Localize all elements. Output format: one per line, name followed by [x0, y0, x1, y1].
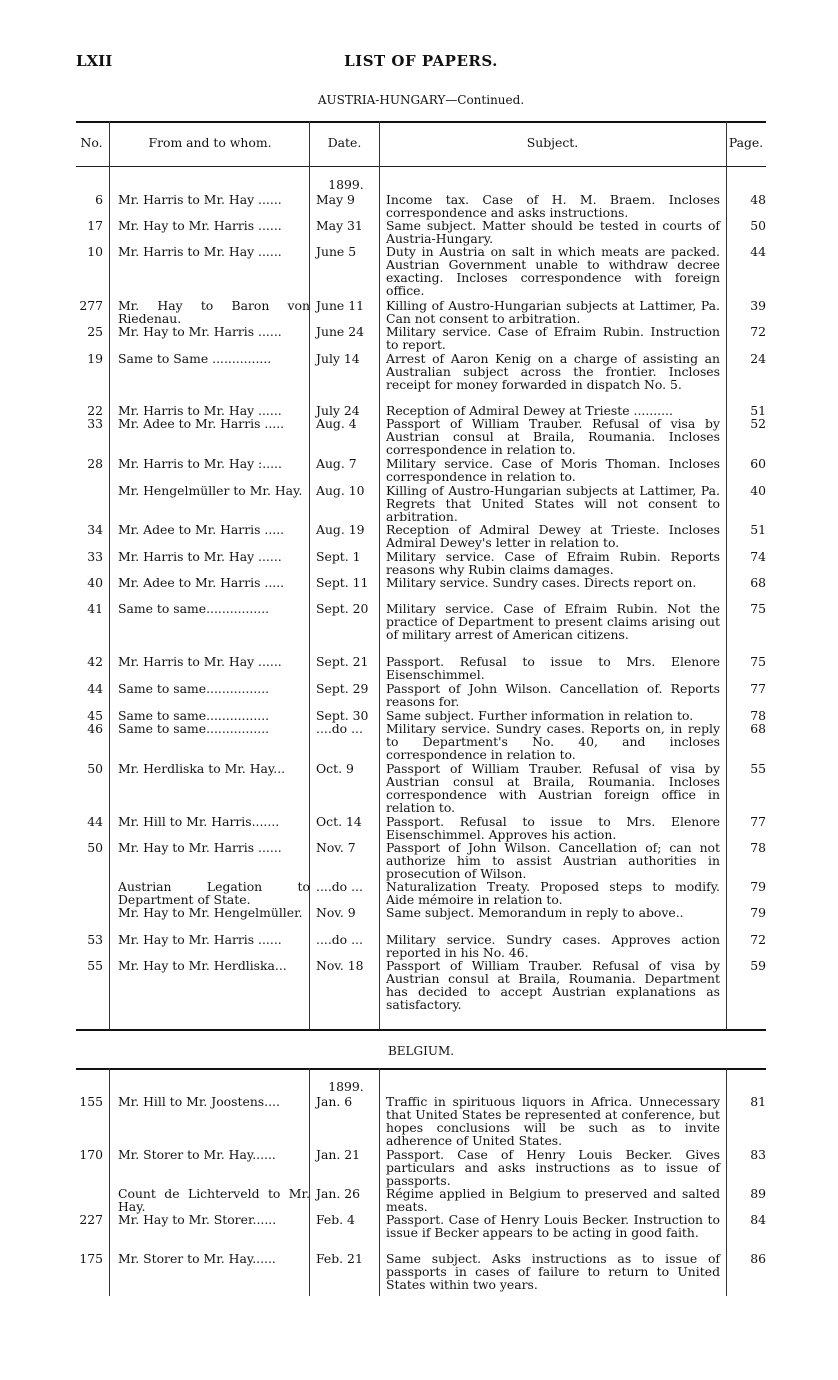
row-from-to: Mr. Harris to Mr. Hay ......: [118, 244, 282, 259]
row-from-to: Same to Same ...............: [118, 351, 272, 366]
row-subject: Passport. Case of Henry Louis Becker. Instruction to issue if Becker appears to be acting in good faith.: [386, 1212, 720, 1240]
row-number: 6: [95, 192, 103, 207]
row-number: 42: [87, 654, 103, 669]
row-date: Aug. 10: [316, 483, 365, 498]
row-subject: Same subject. Matter should be tested in courts of Austria-Hungary.: [386, 218, 720, 246]
row-number: 55: [87, 958, 103, 973]
row-subject: Passport of William Trauber. Refusal of visa by Austrian consul at Braila, Roumania. Incloses correspondence with Austrian foreign office in relation to.: [386, 761, 720, 815]
year-label: 1899.: [328, 1079, 364, 1094]
row-date: Feb. 4: [316, 1212, 355, 1227]
row-page: 59: [750, 958, 766, 973]
row-date: Oct. 14: [316, 814, 362, 829]
row-subject: Killing of Austro-Hungarian subjects at Lattimer, Pa. Can not consent to arbitration.: [386, 298, 720, 326]
col-header-date: Date.: [327, 135, 362, 150]
row-subject: Military service. Case of Efraim Rubin. Not the practice of Department to present claims arising out of military arrest of American citizens.: [386, 601, 720, 642]
row-subject: Killing of Austro-Hungarian subjects at Lattimer, Pa. Regrets that United States will not consent to arbitration.: [386, 483, 720, 524]
row-subject: Military service. Case of Efraim Rubin. Instruction to report.: [386, 324, 720, 352]
row-subject: Same subject. Further information in relation to.: [386, 708, 694, 723]
row-subject: Military service. Sundry cases. Approves action reported in his No. 46.: [386, 932, 720, 960]
row-number: 175: [79, 1251, 103, 1266]
row-from-to: Mr. Hay to Mr. Harris ......: [118, 324, 282, 339]
row-date: ....do ...: [316, 932, 363, 947]
row-number: 46: [87, 721, 103, 736]
row-date: ....do ...: [316, 879, 363, 894]
row-from-to: Mr. Adee to Mr. Harris .....: [118, 575, 285, 590]
row-subject: Military service. Sundry cases. Reports on, in reply to Department's No. 40, and incloses correspondence in relation to.: [386, 721, 720, 762]
row-number: 25: [87, 324, 103, 339]
row-from-to: Mr. Hay to Mr. Harris ......: [118, 840, 282, 855]
row-date: Feb. 21: [316, 1251, 363, 1266]
row-from-to: Mr. Hill to Mr. Joostens....: [118, 1094, 280, 1109]
row-date: Nov. 7: [316, 840, 356, 855]
row-from-to: Mr. Herdliska to Mr. Hay...: [118, 761, 286, 776]
page-number: LXII: [76, 52, 113, 70]
row-number: 33: [87, 416, 103, 431]
row-number: 155: [79, 1094, 103, 1109]
row-date: May 31: [316, 218, 363, 233]
row-number: 41: [87, 601, 103, 616]
row-from-to: Same to same................: [118, 721, 270, 736]
row-page: 51: [750, 403, 766, 418]
row-page: 83: [750, 1147, 766, 1162]
row-from-to: Mr. Harris to Mr. Hay ......: [118, 403, 282, 418]
row-subject: Naturalization Treaty. Proposed steps to modify. Aide mémoire in relation to.: [386, 879, 720, 907]
row-page: 50: [750, 218, 766, 233]
row-from-to: Mr. Hill to Mr. Harris.......: [118, 814, 280, 829]
row-subject: Passport of John Wilson. Cancellation of. Reports reasons for.: [386, 681, 720, 709]
row-subject: Passport. Case of Henry Louis Becker. Gives particulars and asks instructions as to issue of passports.: [386, 1147, 720, 1188]
row-from-to: Mr. Harris to Mr. Hay ......: [118, 654, 282, 669]
row-page: 79: [750, 879, 766, 894]
row-subject: Duty in Austria on salt in which meats are packed. Austrian Government unable to withdraw decree exacting. Incloses correspondence with foreign office.: [386, 244, 720, 298]
row-from-to: Mr. Harris to Mr. Hay ......: [118, 192, 282, 207]
row-date: May 9: [316, 192, 355, 207]
row-page: 81: [750, 1094, 766, 1109]
row-date: Jan. 6: [316, 1094, 353, 1109]
row-date: Jan. 21: [316, 1147, 360, 1162]
row-number: 22: [87, 403, 103, 418]
year-label: 1899.: [328, 177, 364, 192]
row-number: 40: [87, 575, 103, 590]
row-page: 79: [750, 905, 766, 920]
papers-table-belgium: [76, 1068, 766, 1296]
row-from-to: Same to same................: [118, 708, 270, 723]
row-subject: Passport. Refusal to issue to Mrs. Elenore Eisenschimmel.: [386, 654, 720, 682]
row-number: 33: [87, 549, 103, 564]
row-number: 19: [87, 351, 103, 366]
row-from-to: Mr. Hay to Mr. Harris ......: [118, 932, 282, 947]
row-number: 45: [87, 708, 103, 723]
row-from-to: Mr. Hengelmüller to Mr. Hay.: [118, 483, 303, 498]
row-number: 53: [87, 932, 103, 947]
row-from-to: Mr. Harris to Mr. Hay ......: [118, 549, 282, 564]
row-page: 39: [750, 298, 766, 313]
row-page: 24: [750, 351, 766, 366]
row-page: 68: [750, 575, 766, 590]
row-page: 75: [750, 601, 766, 616]
page-title: LIST OF PAPERS.: [344, 52, 498, 70]
col-header-page: Page.: [728, 135, 764, 150]
row-number: 28: [87, 456, 103, 471]
row-subject: Reception of Admiral Dewey at Trieste. Incloses Admiral Dewey's letter in relation to.: [386, 522, 720, 550]
row-subject: Passport of John Wilson. Cancellation of; can not authorize him to assist Austrian authorities in prosecution of Wilson.: [386, 840, 720, 881]
row-number: 50: [87, 840, 103, 855]
row-page: 68: [750, 721, 766, 736]
row-page: 89: [750, 1186, 766, 1201]
row-date: July 24: [316, 403, 360, 418]
row-date: Nov. 18: [316, 958, 364, 973]
row-date: Sept. 21: [316, 654, 369, 669]
row-from-to: Count de Lichterveld to Mr. Hay.: [118, 1186, 310, 1214]
col-header-subject: Subject.: [526, 135, 579, 150]
row-subject: Arrest of Aaron Kenig on a charge of assisting an Australian subject across the frontier. Incloses receipt for money forwarded in dispatch No. 5.: [386, 351, 720, 392]
row-number: 10: [87, 244, 103, 259]
row-from-to: Mr. Hay to Mr. Herdliska...: [118, 958, 287, 973]
row-date: Sept. 29: [316, 681, 369, 696]
section-heading-belgium: BELGIUM.: [387, 1044, 455, 1058]
row-date: Jan. 26: [316, 1186, 360, 1201]
row-subject: Same subject. Memorandum in reply to above..: [386, 905, 684, 920]
row-page: 75: [750, 654, 766, 669]
row-from-to: Mr. Harris to Mr. Hay :.....: [118, 456, 282, 471]
row-page: 74: [750, 549, 766, 564]
row-number: 227: [79, 1212, 103, 1227]
row-page: 86: [750, 1251, 766, 1266]
row-subject: Military service. Sundry cases. Directs report on.: [386, 575, 697, 590]
row-date: June 24: [316, 324, 364, 339]
row-subject: Military service. Case of Efraim Rubin. Reports reasons why Rubin claims damages.: [386, 549, 720, 577]
section-heading-austria: AUSTRIA-HUNGARY—Continued.: [317, 93, 525, 107]
row-page: 72: [750, 324, 766, 339]
row-date: Nov. 9: [316, 905, 356, 920]
row-subject: Régime applied in Belgium to preserved and salted meats.: [386, 1186, 720, 1214]
row-date: Sept. 11: [316, 575, 369, 590]
row-from-to: Mr. Adee to Mr. Harris .....: [118, 522, 285, 537]
row-date: ....do ...: [316, 721, 363, 736]
row-page: 40: [750, 483, 766, 498]
row-number: 170: [79, 1147, 103, 1162]
row-date: June 11: [316, 298, 364, 313]
row-from-to: Mr. Hay to Baron von Riedenau.: [118, 298, 310, 326]
row-subject: Passport of William Trauber. Refusal of visa by Austrian consul at Braila, Roumania. Department has decided to accept Austrian explanations as satisfactory.: [386, 958, 720, 1012]
row-from-to: Austrian Legation to Department of State.: [118, 879, 310, 907]
row-number: 44: [87, 814, 103, 829]
row-subject: Reception of Admiral Dewey at Trieste ..........: [386, 403, 673, 418]
row-page: 77: [750, 814, 766, 829]
row-from-to: Mr. Storer to Mr. Hay......: [118, 1251, 276, 1266]
row-number: 277: [79, 298, 103, 313]
row-date: Oct. 9: [316, 761, 354, 776]
row-subject: Traffic in spirituous liquors in Africa. Unnecessary that United States be represented at conference, but hopes conclusions will be such as to invite adherence of United States.: [386, 1094, 720, 1148]
papers-table-austria: [76, 121, 766, 1031]
row-subject: Passport. Refusal to issue to Mrs. Elenore Eisenschimmel. Approves his action.: [386, 814, 720, 842]
row-date: Sept. 30: [316, 708, 369, 723]
row-page: 84: [750, 1212, 766, 1227]
row-from-to: Same to same................: [118, 601, 270, 616]
row-subject: Income tax. Case of H. M. Braem. Incloses correspondence and asks instructions.: [386, 192, 720, 220]
row-date: June 5: [316, 244, 357, 259]
row-page: 51: [750, 522, 766, 537]
row-date: Aug. 19: [316, 522, 365, 537]
row-from-to: Same to same................: [118, 681, 270, 696]
row-date: Aug. 4: [316, 416, 357, 431]
row-page: 52: [750, 416, 766, 431]
row-number: 17: [87, 218, 103, 233]
row-number: 50: [87, 761, 103, 776]
row-subject: Passport of William Trauber. Refusal of visa by Austrian consul at Braila, Roumania. Incloses correspondence in relation to.: [386, 416, 720, 457]
row-from-to: Mr. Storer to Mr. Hay......: [118, 1147, 276, 1162]
row-page: 77: [750, 681, 766, 696]
row-page: 72: [750, 932, 766, 947]
row-from-to: Mr. Adee to Mr. Harris .....: [118, 416, 285, 431]
row-date: July 14: [316, 351, 360, 366]
row-from-to: Mr. Hay to Mr. Harris ......: [118, 218, 282, 233]
row-page: 78: [750, 708, 766, 723]
row-number: 34: [87, 522, 103, 537]
row-page: 48: [750, 192, 766, 207]
row-subject: Same subject. Asks instructions as to issue of passports in cases of failure to return to United States within two years.: [386, 1251, 720, 1292]
row-from-to: Mr. Hay to Mr. Storer......: [118, 1212, 277, 1227]
row-date: Aug. 7: [316, 456, 357, 471]
row-number: 44: [87, 681, 103, 696]
row-date: Sept. 20: [316, 601, 369, 616]
row-page: 55: [750, 761, 766, 776]
row-page: 78: [750, 840, 766, 855]
page-header: [76, 52, 766, 72]
row-page: 60: [750, 456, 766, 471]
row-date: Sept. 1: [316, 549, 361, 564]
col-header-from: From and to whom.: [148, 135, 272, 150]
col-header-no: No.: [80, 135, 103, 150]
row-from-to: Mr. Hay to Mr. Hengelmüller.: [118, 905, 303, 920]
row-page: 44: [750, 244, 766, 259]
row-subject: Military service. Case of Moris Thoman. Incloses correspondence in relation to.: [386, 456, 720, 484]
